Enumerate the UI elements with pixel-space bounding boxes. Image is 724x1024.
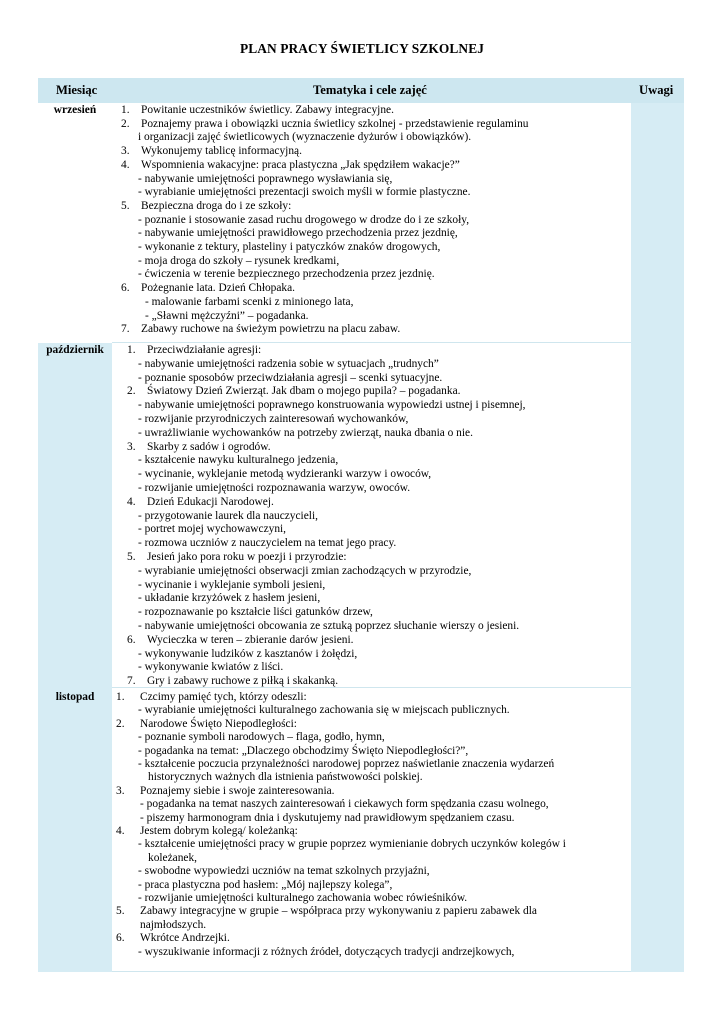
table-header — [38, 78, 684, 103]
item-text: Gry i zabawy ruchowe z piłką i skakanką. — [147, 675, 339, 688]
item-text: Poznajemy prawa i obowiązki ucznia świetlicy szkolnej - przedstawienie regulaminu — [141, 117, 529, 130]
item-text: Bezpieczna droga do i ze szkoły: — [141, 199, 292, 212]
item-subline: - wykonanie z tektury, plasteliny i patyczków znaków drogowych, — [138, 241, 441, 253]
page-title: PLAN PRACY ŚWIETLICY SZKOLNEJ — [239, 41, 485, 56]
item-subline: - malowanie farbami scenki z minionego lata, — [145, 295, 354, 308]
item-subline: i organizacji zajęć świetlicowych (wyznaczenie dyżurów i obowiązków). — [138, 131, 472, 144]
item-number: 6. — [121, 282, 130, 295]
item-subline: - kształcenie poczucia przynależności narodowej poprzez naświetlanie znaczenia wydarzeń — [138, 758, 555, 770]
item-text: Wycieczka w teren – zbieranie darów jesieni. — [147, 633, 354, 646]
item-number: 3. — [121, 145, 130, 158]
item-subline: - wykonywanie ludzików z kasztanów i żołędzi, — [138, 647, 358, 660]
item-text: Powitanie uczestników świetlicy. Zabawy integracyjne. — [141, 104, 394, 116]
header-topics: Tematyka i cele zajęć — [313, 83, 427, 97]
item-subline: - kształcenie nawyku kulturalnego jedzenia, — [138, 454, 339, 467]
item-text: Pożegnanie lata. Dzień Chłopaka. — [141, 282, 296, 295]
item-subline: - praca plastyczna pod hasłem: „Mój najlepszy kolega”, — [138, 878, 393, 891]
item-number: 3. — [127, 440, 136, 453]
item-subline: - ćwiczenia w terenie bezpiecznego przechodzenia przez jezdnię. — [138, 268, 435, 281]
item-number: 1. — [121, 104, 130, 116]
month-cell — [38, 688, 112, 972]
item-subline: - moja droga do szkoły – rysunek kredkami, — [138, 254, 340, 267]
item-number: 5. — [127, 551, 136, 563]
item-subline: - wykonywanie kwiatów z liści. — [138, 661, 284, 674]
item-number: 7. — [127, 675, 136, 688]
item-text: Dzień Edukacji Narodowej. — [147, 495, 274, 508]
item-subline: - poznanie sposobów przeciwdziałania agresji – scenki sytuacyjne. — [138, 371, 443, 384]
item-subline: - wyszukiwanie informacji z różnych źródeł, dotyczących tradycji andrzejkowych, — [138, 945, 515, 958]
item-subline: - pogadanka na temat naszych zainteresowań i ciekawych form spędzania czasu wolnego, — [140, 798, 549, 811]
item-subline: - pogadanka na temat: „Dlaczego obchodzimy Święto Niepodległości?”, — [138, 744, 469, 757]
notes-cell — [631, 103, 684, 343]
item-subline: - rozmowa uczniów z nauczycielem na temat jego pracy. — [138, 537, 397, 550]
item-number: 2. — [127, 385, 136, 398]
item-text: Skarby z sadów i ogrodów. — [147, 440, 271, 453]
item-number: 6. — [127, 633, 136, 646]
item-number: 4. — [127, 495, 136, 508]
item-number: 5. — [116, 905, 125, 918]
item-number: 4. — [116, 825, 125, 837]
notes-cell — [631, 343, 684, 688]
item-text: Czcimy pamięć tych, którzy odeszli: — [140, 691, 307, 703]
item-subline: - nabywanie umiejętności poprawnego wysławiania się, — [138, 172, 393, 185]
item-subline: - swobodne wypowiedzi uczniów na temat szkolnych przyjaźni, — [138, 865, 430, 878]
month-cell — [38, 343, 112, 688]
item-subline: - nabywanie umiejętności poprawnego konstruowania wypowiedzi ustnej i pisemnej, — [138, 399, 526, 412]
item-subline: - wyrabianie umiejętności obserwacji zmian zachodzących w przyrodzie, — [138, 564, 472, 577]
item-text: Zabawy integracyjne w grupie – współpraca przy wykonywaniu z papieru zabawek dla — [140, 905, 537, 918]
item-number: 2. — [121, 117, 130, 130]
item-text: Wkrótce Andrzejki. — [140, 932, 230, 945]
item-number: 1. — [116, 691, 125, 703]
header-notes: Uwagi — [639, 83, 674, 97]
item-number: 3. — [116, 784, 125, 797]
item-text: Jesień jako pora roku w poezji i przyrodzie: — [147, 551, 347, 563]
item-text: Jestem dobrym kolegą/ koleżanką: — [140, 825, 298, 837]
item-subline: - poznanie i stosowanie zasad ruchu drogowego w drodze do i ze szkoły, — [138, 213, 470, 226]
item-text: Zabawy ruchowe na świeżym powietrzu na placu zabaw. — [141, 323, 401, 336]
month-label: październik — [46, 344, 104, 356]
item-text: Przeciwdziałanie agresji: — [147, 344, 262, 356]
item-subline: - układanie krzyżówek z hasłem jesieni, — [138, 592, 321, 605]
item-text: Wykonujemy tablicę informacyjną. — [141, 145, 302, 158]
item-number: 1. — [127, 344, 136, 356]
item-subline: - nabywanie umiejętności obcowania ze sztuką poprzez słuchanie wierszy o jesieni. — [138, 620, 520, 632]
item-subline: - wyrabianie umiejętności kulturalnego zachowania się w miejscach publicznych. — [138, 704, 510, 717]
header-month: Miesiąc — [56, 83, 98, 97]
item-subline: - portret mojej wychowawczyni, — [138, 523, 287, 536]
item-number: 7. — [121, 323, 130, 336]
item-number: 5. — [121, 199, 130, 212]
item-number: 2. — [116, 717, 125, 730]
notes-cell — [631, 688, 684, 972]
item-subline: - rozwijanie umiejętności kulturalnego zachowania wobec rówieśników. — [138, 892, 468, 904]
item-subline: - „Sławni mężczyźni” – pogadanka. — [145, 309, 309, 322]
item-subline: - kształcenie umiejętności pracy w grupie poprzez wymienianie dobrych uczynków kolegów i — [138, 838, 566, 851]
item-number: 6. — [116, 932, 125, 945]
item-text: Światowy Dzień Zwierząt. Jak dbam o mojego pupila? – pogadanka. — [147, 385, 461, 398]
item-subline: - rozwijanie przyrodniczych zainteresowań wychowanków, — [138, 413, 409, 425]
month-label: listopad — [55, 691, 95, 703]
item-subline: - poznanie symboli narodowych – flaga, godło, hymn, — [138, 731, 385, 744]
item-subline: historycznych ważnych dla istnienia państwowości polskiej. — [148, 771, 423, 784]
item-subline: - wycinanie, wyklejanie metodą wydzieranki warzyw i owoców, — [138, 468, 432, 481]
item-subline: najmłodszych. — [140, 918, 207, 931]
item-subline: - nabywanie umiejętności prawidłowego przechodzenia przez jezdnię, — [138, 227, 458, 240]
item-number: 4. — [121, 158, 130, 171]
item-subline: - rozpoznawanie po kształcie liści gatunków drzew, — [138, 606, 373, 619]
item-subline: - nabywanie umiejętności radzenia sobie w sytuacjach „trudnych” — [138, 357, 439, 370]
item-subline: - uwrażliwianie wychowanków na potrzeby zwierząt, nauka dbania o nie. — [138, 426, 473, 439]
item-text: Narodowe Święto Niepodległości: — [140, 717, 297, 730]
item-text: Wspomnienia wakacyjne: praca plastyczna „Jak spędziłem wakacje?” — [141, 158, 460, 171]
item-subline: - przygotowanie laurek dla nauczycieli, — [138, 509, 318, 522]
month-label: wrzesień — [53, 104, 97, 116]
item-subline: - rozwijanie umiejętności rozpoznawania warzyw, owoców. — [138, 482, 411, 494]
item-text: Poznajemy siebie i swoje zainteresowania. — [140, 784, 335, 797]
item-subline: koleżanek, — [148, 851, 198, 864]
item-subline: - wycinanie i wyklejanie symboli jesieni, — [138, 578, 326, 591]
item-subline: - piszemy harmonogram dnia i dyskutujemy nad prawidłowym spędzaniem czasu. — [140, 811, 515, 824]
item-subline: - wyrabianie umiejętności prezentacji swoich myśli w formie plastyczne. — [138, 186, 471, 199]
